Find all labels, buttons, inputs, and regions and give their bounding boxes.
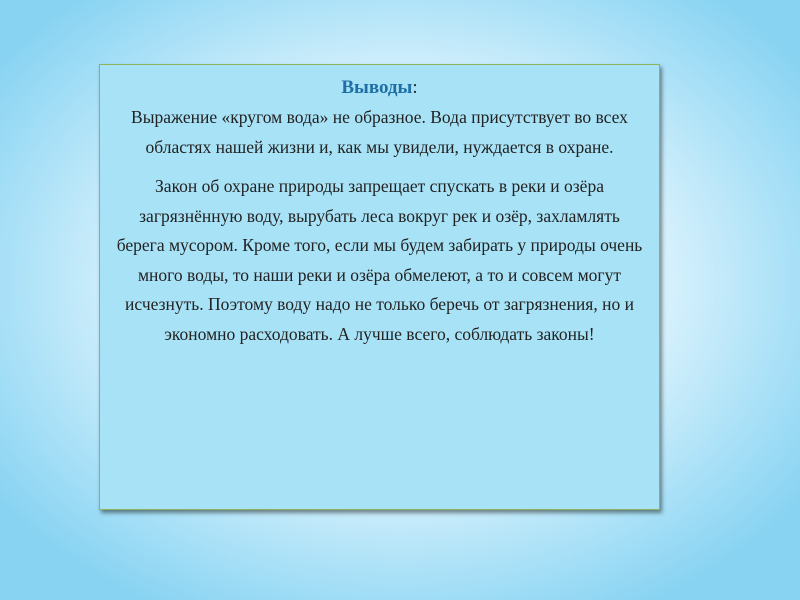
paragraph-law: Закон об охране природы запрещает спускать в реки и озёра загрязнённую воду, вырубать леса вокруг рек и озёр, захламлять берега мусором. Кроме того, если мы будем забирать у природы очень много воды, то наши реки и озёра обмелеют, а то и совсем могут исчезнуть. Поэтому воду надо не только беречь от загрязнения, но и экономно расходовать. А лучше всего, соблюдать законы! xyxy=(116,176,643,344)
paragraph-intro: Выражение «кругом вода» не образное. Вода присутствует во всех областях нашей жизни и, как мы увидели, нуждается в охране. xyxy=(131,107,628,157)
slide-title-text: Выводы xyxy=(341,77,413,98)
slide-title-colon: : xyxy=(412,77,418,98)
slide-title xyxy=(114,73,645,103)
conclusions-text-box xyxy=(99,64,660,510)
